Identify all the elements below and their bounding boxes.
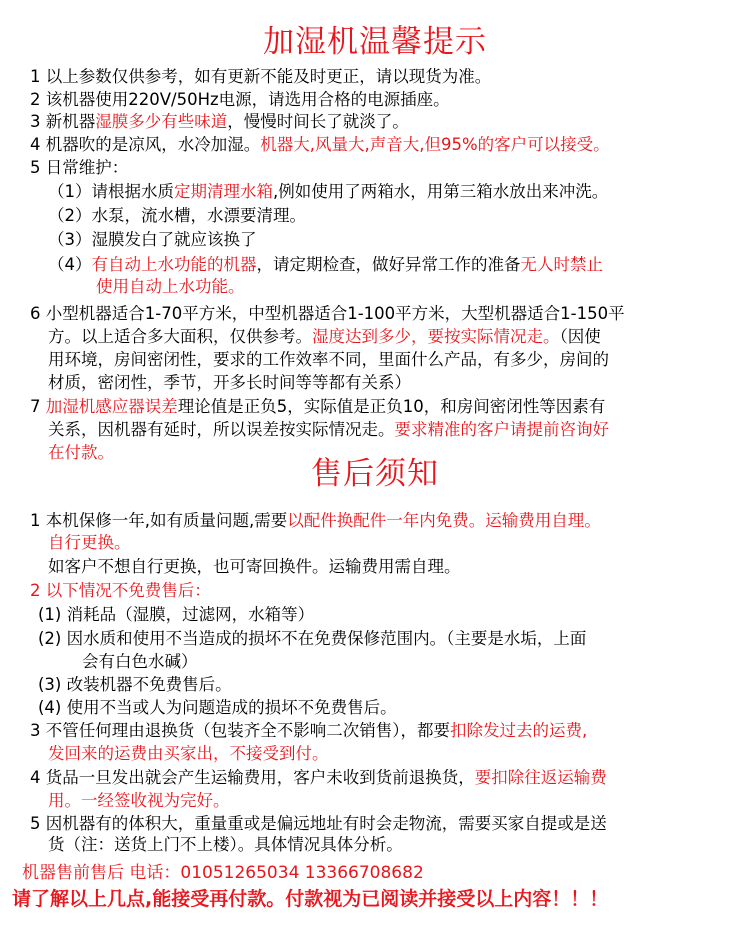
notice-item-7-line2 <box>48 419 609 441</box>
aftersale-item-2-3: (3) 改装机器不免费售后。 <box>38 675 232 694</box>
notice-item-3-highlight: 湿膜多少有些味道 <box>95 112 228 131</box>
aftersale-item-4-highlight: 要扣除往返运输费 <box>474 768 607 787</box>
notice-item-5-1 <box>48 181 608 203</box>
notice-item-7-warning: 要求精准的客户请提前咨询好 <box>394 420 609 439</box>
notice-item-2: 2 该机器使用220V/50Hz电源，请选用合格的电源插座。 <box>30 90 450 109</box>
aftersale-title: 售后须知 <box>311 456 439 492</box>
aftersale-item-2-1: (1) 消耗品（湿膜，过滤网，水箱等） <box>38 605 315 624</box>
notice-item-3-text: 3 新机器 <box>30 112 96 131</box>
aftersale-item-4-line1 <box>30 767 607 789</box>
notice-item-5-4-highlight: 有自动上水功能的机器 <box>91 255 257 274</box>
notice-item-5-3: （3）湿膜发白了就应该换了 <box>48 230 257 249</box>
notice-item-7-line1 <box>30 396 605 418</box>
notice-item-7-line3: 在付款。 <box>48 443 114 462</box>
notice-item-6-line3: 用环境，房间密闭性，要求的工作效率不同，里面什么产品，有多少，房间的 <box>48 350 609 369</box>
final-notice: 请了解以上几点,能接受再付款。付款视为已阅读并接受以上内容！！！ <box>12 888 609 910</box>
notice-item-6-text: 方。以上适合多大面积，仅供参考。 <box>48 327 312 346</box>
aftersale-item-5-line1: 5 因机器有的体积大，重量重或是偏远地址有时会走物流，需要买家自提或是送 <box>30 814 607 833</box>
notice-item-1: 1 以上参数仅供参考，如有更新不能及时更正，请以现货为准。 <box>30 67 492 86</box>
notice-item-5: 5 日常维护： <box>30 158 129 177</box>
notice-item-5-1-tail: ,例如使用了两箱水，用第三箱水放出来冲洗。 <box>273 182 609 201</box>
notice-item-4-highlight: 机器大,风量大,声音大,但95%的客户可以接受。 <box>260 135 610 154</box>
aftersale-item-3-line1 <box>30 720 587 742</box>
notice-item-5-2: （2）水泵，流水槽，水漂要清理。 <box>48 206 306 225</box>
notice-item-3 <box>30 111 409 133</box>
aftersale-item-2-4: (4) 使用不当或人为问题造成的损坏不免费售后。 <box>38 698 397 717</box>
aftersale-item-1-line3: 如客户不想自行更换，也可寄回换件。运输费用需自理。 <box>48 557 461 576</box>
notice-item-4 <box>30 134 610 156</box>
aftersale-item-1-highlight: 以配件换配件一年内免费。运输费用自理。 <box>287 511 601 530</box>
contact-phone: 机器售前售后 电话：01051265034 13366708682 <box>22 863 424 883</box>
notice-item-7-num: 7 <box>30 397 46 416</box>
aftersale-item-2-2: (2) 因水质和使用不当造成的损坏不在免费保修范围内。（主要是水垢，上面 <box>38 629 587 648</box>
notice-item-6-line1: 6 小型机器适合1-70平方米，中型机器适合1-100平方米，大型机器适合1-150平 <box>30 304 625 323</box>
aftersale-item-3-line2: 发回来的运费由买家出，不接受到付。 <box>48 744 329 763</box>
aftersale-item-1-line1 <box>30 510 601 532</box>
notice-item-5-1-highlight: 定期清理水箱 <box>174 182 273 201</box>
notice-item-3-tail: ，慢慢时间长了就淡了。 <box>227 112 409 131</box>
aftersale-item-3-text: 3 不管任何理由退换货（包装齐全不影响二次销售），都要 <box>30 721 450 740</box>
notice-item-6-line2 <box>48 326 601 348</box>
notice-item-6-line4: 材质，密闭性，季节，开多长时间等等都有关系） <box>48 373 411 392</box>
aftersale-item-3-highlight: 扣除发过去的运费, <box>450 721 588 740</box>
aftersale-item-1-line2: 自行更换。 <box>48 533 131 552</box>
notice-item-5-4-text: ，请定期检查，做好异常工作的准备 <box>256 255 521 274</box>
notice-item-7-text: 理论值是正负5，实际值是正负10，和房间密闭性等因素有 <box>177 397 606 416</box>
aftersale-item-2-2-cont: 会有白色水碱） <box>82 652 198 671</box>
notice-item-5-4-warning: 无人时禁止 <box>520 255 603 274</box>
notice-item-5-1-text: （1）请根据水质 <box>48 182 174 201</box>
notice-item-7-highlight: 加湿机感应器误差 <box>45 397 178 416</box>
notice-item-6-tail: （因使 <box>559 327 601 346</box>
notice-item-5-4-prefix: （4） <box>48 255 92 274</box>
notice-item-5-4-cont: 使用自动上水功能。 <box>96 277 245 296</box>
notice-item-6-highlight: 湿度达到多少，要按实际情况走。 <box>312 327 560 346</box>
notice-item-4-text: 4 机器吹的是凉风，水冷加湿。 <box>30 135 261 154</box>
notice-item-5-4 <box>48 254 603 276</box>
aftersale-item-4-line2: 用。一经签收视为完好。 <box>48 791 230 810</box>
notice-item-7-text2: 关系，因机器有延时，所以误差按实际情况走。 <box>48 420 395 439</box>
notice-title: 加湿机温馨提示 <box>263 24 487 60</box>
aftersale-item-4-text: 4 货品一旦发出就会产生运输费用，客户未收到货前退换货， <box>30 768 475 787</box>
aftersale-item-1-text: 1 本机保修一年,如有质量问题,需要 <box>30 511 288 530</box>
aftersale-item-5-line2: 货（注：送货上门不上楼）。具体情况具体分析。 <box>48 835 403 854</box>
aftersale-item-2: 2 以下情况不免费售后： <box>30 581 211 600</box>
